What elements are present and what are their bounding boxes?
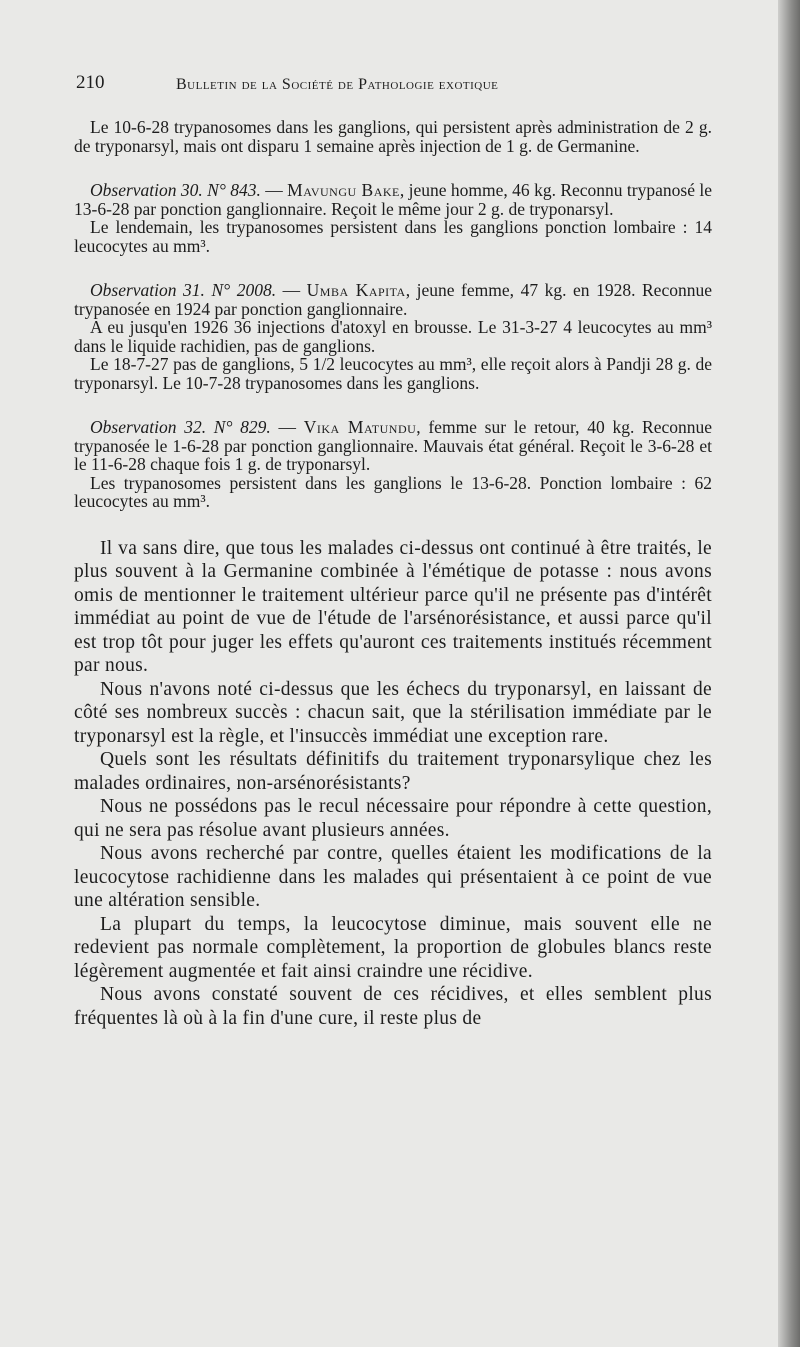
running-title: Bulletin de la Société de Pathologie exotique — [176, 76, 499, 93]
page-number: 210 — [76, 72, 105, 93]
observation-paragraph: Les trypanosomes persistent dans les ganglions le 13-6-28. Ponction lombaire : 62 leucocytes au mm³. — [74, 472, 712, 511]
page-body — [74, 118, 712, 1030]
observation-paragraph: Le 18-7-27 pas de ganglions, 5 1/2 leucocytes au mm³, elle reçoit alors à Pandji 28 g. de tryponarsyl. Le 10-7-28 trypanosomes dans les ganglions. — [74, 354, 712, 393]
patient-name: Vika Matundu — [303, 417, 417, 437]
observation-32 — [74, 418, 712, 511]
intro-note: Le 10-6-28 trypanosomes dans les ganglions, qui persistent après administration de 2 g. de tryponarsyl, mais ont disparu 1 semaine après injection de 1 g. de Germanine. — [74, 117, 712, 156]
book-spine-edge — [778, 0, 800, 1347]
observation-paragraph: Le lendemain, les trypanosomes persistent dans les ganglions ponction lombaire : 14 leucocytes au mm³. — [74, 217, 712, 256]
patient-name: Mavungu Bake — [287, 180, 400, 200]
observation-lead-text: , femme sur le retour, 40 kg. Reconnue trypanosée le 1-6-28 par ponction ganglionnaire. Mauvais état général. Reçoit le 3-6-28 et le 11-6-28 chaque fois 1 g. de tryponarsyl. — [74, 417, 712, 474]
observation-lead: Observation 32. N° 829. — Vika Matundu, femme sur le retour, 40 kg. Reconnue trypanosée le 1-6-28 par ponction ganglionnaire. Mauvais état général. Reçoit le 3-6-28 et le 11-6-28 chaque fois 1 g. de tryponarsyl. — [74, 417, 712, 474]
page-header — [76, 72, 716, 102]
body-paragraph: Nous n'avons noté ci-dessus que les échecs du tryponarsyl, en laissant de côté ses nombreux succès : chacun sait, que la stérilisation immédiate par le tryponarsyl est la règle, et l'insuccès immédiat une exception rare. — [74, 678, 712, 747]
observation-title: Observation 30. N° 843. — [90, 180, 261, 200]
observation-lead-text: , jeune homme, 46 kg. Reconnu trypanosé le 13-6-28 par ponction ganglionnaire. Reçoit le même jour 2 g. de tryponarsyl. — [74, 180, 712, 219]
observation-lead-text: , jeune femme, 47 kg. en 1928. Reconnue trypanosée en 1924 par ponction ganglionnaire. — [74, 280, 712, 319]
observation-30 — [74, 181, 712, 255]
observation-lead: Observation 30. N° 843. — Mavungu Bake, jeune homme, 46 kg. Reconnu trypanosé le 13-6-28 par ponction ganglionnaire. Reçoit le même jour 2 g. de tryponarsyl. — [74, 180, 712, 219]
observation-31 — [74, 281, 712, 392]
observation-lead: Observation 31. N° 2008. — Umba Kapita, jeune femme, 47 kg. en 1928. Reconnue trypanosée en 1924 par ponction ganglionnaire. — [74, 280, 712, 319]
observation-paragraph: A eu jusqu'en 1926 36 injections d'atoxyl en brousse. Le 31-3-27 4 leucocytes au mm³ dans le liquide rachidien, pas de ganglions. — [74, 317, 712, 356]
body-paragraph: Nous ne possédons pas le recul nécessaire pour répondre à cette question, qui ne sera pas résolue avant plusieurs années. — [74, 796, 712, 841]
main-text — [74, 537, 712, 1031]
body-paragraph: Quels sont les résultats définitifs du traitement tryponarsylique chez les malades ordinaires, non-arsénorésistants? — [74, 749, 712, 794]
body-paragraph: Nous avons constaté souvent de ces récidives, et elles semblent plus fréquentes là où à la fin d'une cure, il reste plus de — [74, 984, 712, 1029]
body-paragraph: Il va sans dire, que tous les malades ci-dessus ont continué à être traités, le plus souvent à la Germanine combinée à l'émétique de potasse : nous avons omis de mentionner le traitement ultérieur parce qu'il ne présente pas d'intérêt immédiat au point de vue de l'étude de l'arsénorésistance, et aussi parce qu'il est trop tôt pour juger les effets qu'auront ces traitements institués récemment par nous. — [74, 537, 712, 676]
body-paragraph: Nous avons recherché par contre, quelles étaient les modifications de la leucocytose rachidienne dans les malades qui présentaient à ce point de vue une altération sensible. — [74, 843, 712, 911]
body-paragraph: La plupart du temps, la leucocytose diminue, mais souvent elle ne redevient pas normale complètement, la proportion de globules blancs reste légèrement augmentée et fait ainsi craindre une récidive. — [74, 913, 712, 982]
intro-note-block — [74, 118, 712, 155]
patient-name: Umba Kapita — [306, 280, 406, 300]
observation-title: Observation 31. N° 2008. — [90, 280, 277, 300]
observation-block — [74, 118, 712, 511]
observation-title: Observation 32. N° 829. — [90, 417, 271, 437]
